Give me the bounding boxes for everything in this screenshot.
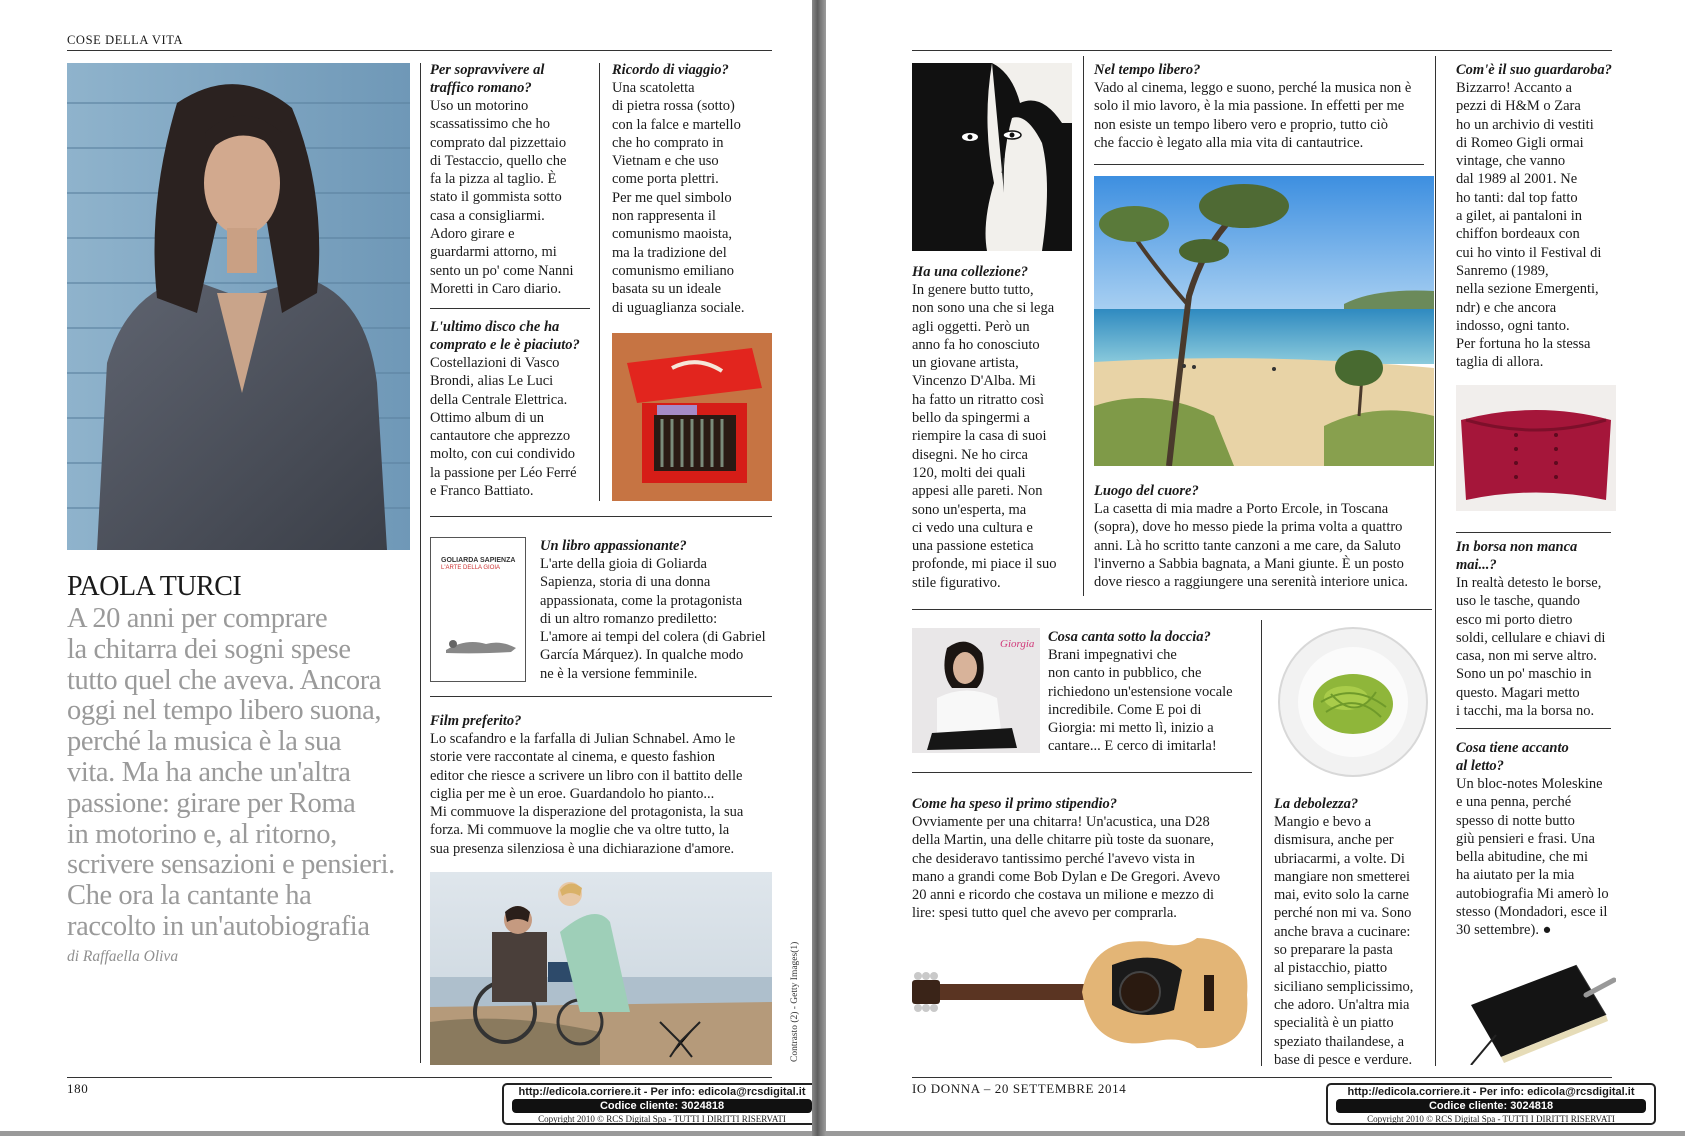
answer-line: bella abitudine, che mi <box>1456 849 1589 866</box>
answer-line: solo il mio lavoro, è la mia passione. In effetti per me <box>1094 98 1405 115</box>
answer-line: Moretti in Caro diario. <box>430 280 562 297</box>
answer-line: mano a grandi come Bob Dylan e De Gregori. Avevo <box>912 868 1221 885</box>
answer-line: In realtà detesto le borse, <box>1456 575 1602 591</box>
deck-line: oggi nel tempo libero suona, <box>67 695 382 727</box>
answer-line: stesso (Mondadori, esce il <box>1456 904 1608 921</box>
answer-line: mai, evito solo la carne <box>1274 887 1409 904</box>
qa-viaggio <box>612 61 777 317</box>
folio-page-number: 180 <box>67 1081 89 1096</box>
answer-line: Costellazioni di Vasco <box>430 355 560 371</box>
question <box>912 263 1082 281</box>
answer-line: scassatissimo che ho <box>430 116 551 133</box>
folio-issue-date: IO DONNA – 20 SETTEMBRE 2014 <box>912 1081 1127 1096</box>
answer-line: Per me quel simbolo <box>612 189 732 206</box>
answer-line: autobiografia Mi amerò lo <box>1456 885 1609 902</box>
page-gutter <box>812 0 826 1136</box>
stamp-client-code: Codice cliente: 3024818 <box>1336 1099 1646 1113</box>
deck-line: la chitarra dei sogni spese <box>67 633 351 665</box>
answer-line: ha fatto un ritratto così <box>912 391 1045 408</box>
answer-line: perché non mi va. Sono <box>1274 905 1412 922</box>
answer <box>612 79 777 317</box>
answer-line: fa la pizza al taglio. È <box>430 171 557 188</box>
question <box>1048 628 1258 646</box>
answer-line: ciglia per me è un eroe. Guardandolo ho pianto... <box>430 785 715 802</box>
qa-divider <box>430 696 772 697</box>
question <box>1456 61 1626 79</box>
answer-line: García Márquez). In qualche modo <box>540 647 744 664</box>
answer-line: ci vedo una cultura e <box>912 519 1033 536</box>
question-line: Come ha speso il primo stipendio? <box>912 796 1118 812</box>
qa-tempo <box>1094 61 1434 152</box>
answer-line: 120, molti dei quali <box>912 464 1026 481</box>
answer-line: appesi alle pareti. Non <box>912 483 1043 500</box>
answer-line: 30 settembre). ● <box>1456 922 1552 939</box>
column-rule <box>1083 56 1084 596</box>
deck-line: tutto quel che aveva. Ancora <box>67 664 382 696</box>
qa-divider <box>1094 164 1424 165</box>
qa-libro <box>540 537 780 683</box>
answer-line: comprato dal pizzettaio <box>430 134 567 151</box>
question <box>1456 538 1626 574</box>
deck-line: passione: girare per Roma <box>67 787 356 819</box>
book-cover-title: L'ARTE DELLA GIOIA <box>441 565 501 571</box>
answer-line: ndr) e che ancora <box>1456 299 1557 316</box>
answer-line: richiedono un'estensione vocale <box>1048 683 1233 700</box>
answer-line: comunismo maoista, <box>612 226 733 243</box>
answer-line: che desideravo tantissimo perché l'avevo vista in <box>912 850 1195 867</box>
question <box>540 537 780 555</box>
column-rule <box>1435 56 1436 1066</box>
answer <box>912 281 1082 592</box>
interviewee-name: PAOLA TURCI <box>67 571 242 602</box>
question-line: Ha una collezione? <box>912 264 1029 280</box>
question-line: In borsa non manca <box>1456 539 1578 555</box>
answer-line: un giovane artista, <box>912 355 1019 372</box>
answer-line: bello da spingermi a <box>912 410 1030 427</box>
answer-line: 20 anni e ricordo che costava un milione e mezzo di <box>912 887 1214 904</box>
answer-line: agli oggetti. Però un <box>912 318 1030 335</box>
answer-line: sua presenza silenziosa è una dichiarazione d'amore. <box>430 840 735 857</box>
answer-line: Uso un motorino <box>430 98 529 114</box>
book-cover-author: GOLIARDA SAPIENZA <box>441 557 516 564</box>
qa-divider <box>430 308 590 309</box>
answer-line: stile figurativo. <box>912 574 1001 591</box>
byline: di Raffaella Oliva <box>67 948 179 965</box>
answer-line: che faccio è legato alla mia vita di cantautrice. <box>1094 134 1364 151</box>
question-line: La debolezza? <box>1274 796 1359 812</box>
answer-line: Per fortuna ho la stessa <box>1456 336 1591 353</box>
question <box>1456 739 1626 775</box>
answer <box>1094 79 1434 152</box>
column-rule <box>1261 620 1262 1066</box>
answer-line: della Martin, una delle chitarre più toste da suonare, <box>912 832 1214 849</box>
answer-line: basata su un ideale <box>612 281 722 298</box>
answer-line: forza. Mi commuove la moglie che va oltre tutto, la <box>430 822 730 839</box>
answer-line: editor che riesce a scrivere un libro con il battito delle <box>430 767 743 784</box>
question-line: Per sopravvivere al <box>430 62 545 78</box>
answer-line: la passione per Léo Ferré <box>430 464 577 481</box>
subscription-stamp <box>1326 1083 1656 1125</box>
question-line: L'ultimo disco che ha <box>430 319 560 335</box>
answer-line: siciliano semplicissimo, <box>1274 978 1414 995</box>
bottom-rule <box>912 1077 1612 1078</box>
answer-line: molto, con cui condivido <box>430 446 575 463</box>
answer-line: anno fa ho conosciuto <box>912 336 1040 353</box>
qa-divider <box>912 609 1432 610</box>
question <box>430 712 780 730</box>
answer-line: e una penna, perché <box>1456 794 1572 811</box>
question <box>612 61 777 79</box>
answer-line: ne è la versione femminile. <box>540 665 698 682</box>
question <box>912 795 1257 813</box>
answer-line: ho un archivio di vestiti <box>1456 116 1594 133</box>
question <box>1274 795 1434 813</box>
answer-line: mangiare non smetterei <box>1274 868 1411 885</box>
qa-divider <box>1456 532 1611 533</box>
column-rule <box>599 63 600 501</box>
answer-line: cantautore che apprezzo <box>430 428 571 445</box>
answer-line: speziato thailandese, a <box>1274 1033 1405 1050</box>
deck-line: in motorino e, al ritorno, <box>67 818 337 850</box>
stamp-copyright: Copyright 2010 © RCS Digital Spa - TUTTI I DIRITTI RISERVATI <box>538 1114 786 1124</box>
book-cover <box>430 537 526 682</box>
answer-line: appassionata, come la protagonista <box>540 592 743 609</box>
answer-line: Brondi, alias Le Luci <box>430 373 554 390</box>
album-title: Giorgia <box>1000 638 1035 650</box>
stamp-url: http://edicola.corriere.it - Per info: edicola@rcsdigital.it <box>1347 1086 1635 1098</box>
top-rule <box>67 50 772 51</box>
section-label: COSE DELLA VITA <box>67 33 184 47</box>
answer <box>540 555 780 683</box>
stamp-url: http://edicola.corriere.it - Per info: edicola@rcsdigital.it <box>518 1086 806 1098</box>
column-rule <box>420 63 421 1063</box>
question-line: al letto? <box>1456 758 1504 774</box>
qa-doccia <box>1048 628 1258 756</box>
answer-line: dal 1989 al 2001. Ne <box>1456 171 1578 188</box>
answer-line: vintage, che vanno <box>1456 153 1566 170</box>
qa-letto <box>1456 739 1626 940</box>
stamp-copyright: Copyright 2010 © RCS Digital Spa - TUTTI I DIRITTI RISERVATI <box>1367 1114 1615 1124</box>
answer-line: Vietnam e che uso <box>612 153 719 170</box>
film-still-photo <box>430 872 772 1065</box>
answer-line: come porta plettri. <box>612 171 719 188</box>
answer-line: non esiste un tempo libero vero e proprio, tutto ciò <box>1094 116 1388 133</box>
answer-line: Ottimo album di un <box>430 409 544 426</box>
qa-stipendio <box>912 795 1257 923</box>
answer-line: cui ho vinto il Festival di <box>1456 244 1602 261</box>
answer-line: profonde, mi piace il suo <box>912 556 1057 573</box>
question-line: Cosa tiene accanto <box>1456 740 1569 756</box>
answer-line: di Testaccio, quello che <box>430 152 567 169</box>
answer-line: di uguaglianza sociale. <box>612 299 745 316</box>
answer-line: ubriacarmi, a volte. Di <box>1274 850 1405 867</box>
question-line: comprato e le è piaciuto? <box>430 337 580 353</box>
deck-line: perché la musica è la sua <box>67 726 342 758</box>
question <box>1094 482 1434 500</box>
question <box>430 61 595 97</box>
question-line: Ricordo di viaggio? <box>612 62 729 78</box>
answer-line: una passione estetica <box>912 538 1034 555</box>
answer-line: Bizzarro! Accanto a <box>1456 80 1572 96</box>
portrait-drawing <box>912 63 1072 251</box>
answer-line: Sanremo (1989, <box>1456 262 1549 279</box>
answer-line: anni. Là ho scritto tante canzoni a me care, da Saluto <box>1094 537 1401 554</box>
answer-line: Vado al cinema, leggo e suono, perché la musica non è <box>1094 80 1412 96</box>
stamp-client-code: Codice cliente: 3024818 <box>512 1099 812 1113</box>
answer <box>430 730 780 858</box>
answer-line: spesso di notte butto <box>1456 812 1575 829</box>
answer-line: Vincenzo D'Alba. Mi <box>912 373 1036 390</box>
question-line: Cosa canta sotto la doccia? <box>1048 629 1211 645</box>
qa-divider <box>912 772 1252 773</box>
bottom-rule <box>67 1077 772 1078</box>
answer-line: a gilet, ai pantaloni in <box>1456 208 1583 225</box>
answer-line: ha aiutato per la mia <box>1456 867 1575 884</box>
answer-line: uso le tasche, quando <box>1456 593 1581 610</box>
answer-line: cantare... E cerco di imitarla! <box>1048 738 1217 755</box>
answer-line: Sapienza, storia di una donna <box>540 574 711 591</box>
answer-line: questo. Magari metto <box>1456 684 1580 701</box>
answer-line: guardarmi attorno, mi <box>430 244 557 261</box>
answer-line: L'amore ai tempi del colera (di Gabriel <box>540 629 766 646</box>
answer-line: della Centrale Elettrica. <box>430 391 568 408</box>
answer-line: Mangio e bevo a <box>1274 814 1372 830</box>
answer-line: che ho comprato in <box>612 134 724 151</box>
qa-luogo <box>1094 482 1434 591</box>
answer <box>430 97 595 298</box>
answer-line: base di pesce e verdure. <box>1274 1051 1413 1068</box>
answer-line: dove riesco a raggiungere una serenità interiore unica. <box>1094 574 1409 591</box>
answer <box>1456 79 1626 372</box>
album-cover <box>912 628 1040 753</box>
answer <box>430 354 595 500</box>
deck-line: raccolto in un'autobiografia <box>67 910 370 942</box>
qa-disco <box>430 318 595 500</box>
answer <box>1456 574 1626 720</box>
qa-borsa <box>1456 538 1626 720</box>
answer-line: riempire la casa di suoi <box>912 428 1047 445</box>
answer <box>1456 775 1626 940</box>
qa-divider <box>1456 728 1611 729</box>
answer-line: incredibile. Come E poi di <box>1048 701 1202 718</box>
answer-line: dismisura, anche per <box>1274 832 1394 849</box>
top-rule <box>912 50 1612 51</box>
red-box-photo <box>612 333 772 501</box>
question-line: Com'è il suo guardaroba? <box>1456 62 1612 78</box>
answer-line: di pietra rossa (sotto) <box>612 98 735 115</box>
question-line: mai...? <box>1456 557 1497 573</box>
question-line: Luogo del cuore? <box>1094 483 1199 499</box>
answer-line: storie vere raccontate al cinema, e questo fashion <box>430 749 716 766</box>
qa-traffico <box>430 61 595 298</box>
answer-line: specialità è un piatto <box>1274 1015 1394 1032</box>
answer-line: che adoro. Un'altra mia <box>1274 996 1410 1013</box>
answer-line: Adoro girare e <box>430 226 515 243</box>
pasta-plate-photo <box>1276 622 1431 782</box>
question-line: traffico romano? <box>430 80 532 96</box>
question-line: Un libro appassionante? <box>540 538 687 554</box>
answer-line: disegni. Ne ho circa <box>912 446 1028 463</box>
qa-debolezza <box>1274 795 1434 1069</box>
answer-line: Giorgia: mi metto lì, inizio a <box>1048 720 1214 737</box>
answer-line: Mi commuove la disperazione del protagonista, la sua <box>430 804 744 821</box>
qa-guardaroba <box>1456 61 1626 372</box>
answer-line: Lo scafandro e la farfalla di Julian Schnabel. Amo le <box>430 731 736 747</box>
answer-line: Ovviamente per una chitarra! Un'acustica, una D28 <box>912 814 1210 830</box>
answer-line: (sopra), dove ho messo piede la prima volta a quattro <box>1094 519 1403 536</box>
answer-line: lire: spesi tutto quel che avevo per comprarla. <box>912 905 1177 922</box>
answer-line: casa, non mi serve altro. <box>1456 648 1597 665</box>
answer-line: sento un po' come Nanni <box>430 262 574 279</box>
answer-line: sono un'esperta, ma <box>912 501 1027 518</box>
answer-line: In genere butto tutto, <box>912 282 1034 298</box>
photo-credit: Contrasto (2) - Getty Images(1) <box>790 941 800 1062</box>
subscription-stamp <box>502 1083 812 1125</box>
answer-line: nella sezione Emergenti, <box>1456 281 1599 298</box>
right-page <box>826 0 1685 1131</box>
answer-line: esco mi porto dietro <box>1456 611 1573 628</box>
answer-line: i tacchi, ma la borsa no. <box>1456 703 1595 720</box>
answer-line: di Romeo Gigli ormai <box>1456 134 1584 151</box>
answer-line: ho tanti: dal top fatto <box>1456 189 1578 206</box>
answer-line: comunismo emiliano <box>612 262 735 279</box>
answer-line: non rappresenta il <box>612 208 716 225</box>
answer-line: chiffon bordeaux con <box>1456 226 1580 243</box>
guitar-photo <box>912 930 1252 1062</box>
deck-line: A 20 anni per comprare <box>67 603 328 634</box>
answer-line: La casetta di mia madre a Porto Ercole, in Toscana <box>1094 501 1389 517</box>
answer-line: anche brava a cucinare: <box>1274 923 1411 940</box>
answer-line: taglia di allora. <box>1456 354 1544 371</box>
answer-line: giù pensieri e frasi. Una <box>1456 830 1595 847</box>
question-line: Film preferito? <box>430 713 522 729</box>
answer-line: Una scatoletta <box>612 80 695 96</box>
answer <box>1274 813 1434 1069</box>
qa-film <box>430 712 780 858</box>
answer-line: Sono un po' maschio in <box>1456 666 1592 683</box>
notebook-photo <box>1456 955 1616 1065</box>
question <box>1094 61 1434 79</box>
answer-line: Brani impegnativi che <box>1048 647 1177 663</box>
answer-line: casa a consigliarmi. <box>430 207 545 224</box>
answer-line: so preparare la pasta <box>1274 942 1393 959</box>
deck-line: scrivere sensazioni e pensieri. <box>67 849 395 881</box>
answer-line: l'inverno a Sabbia bagnata, a Mani giunte. È un posto <box>1094 555 1404 572</box>
answer-line: indosso, ogni tanto. <box>1456 317 1570 334</box>
answer-line: e Franco Battiato. <box>430 483 534 500</box>
question <box>430 318 595 354</box>
answer <box>1048 646 1258 756</box>
red-top-photo <box>1456 385 1616 511</box>
answer-line: ma la tradizione del <box>612 244 727 261</box>
answer-line: pezzi di H&M o Zara <box>1456 98 1581 115</box>
qa-divider <box>430 516 772 517</box>
answer-line: con la falce e martello <box>612 116 741 133</box>
beach-photo <box>1094 176 1434 466</box>
qa-collezione <box>912 263 1082 592</box>
question-line: Nel tempo libero? <box>1094 62 1201 78</box>
answer <box>1094 500 1434 591</box>
answer-line: soldi, cellulare e chiavi di <box>1456 629 1606 646</box>
deck-text <box>67 604 412 943</box>
answer-line: non sono una che si lega <box>912 300 1055 317</box>
answer-line: non canto in pubblico, che <box>1048 665 1202 682</box>
answer-line: Un bloc-notes Moleskine <box>1456 776 1603 792</box>
answer-line: stato il gommista sotto <box>430 189 562 206</box>
deck-line: vita. Ma ha anche un'altra <box>67 756 351 788</box>
answer-line: L'arte della gioia di Goliarda <box>540 556 707 572</box>
answer <box>912 813 1257 923</box>
portrait-photo <box>67 63 410 550</box>
answer-line: al pistacchio, piatto <box>1274 960 1388 977</box>
answer-line: di un altro romanzo prediletto: <box>540 610 718 627</box>
left-page <box>0 0 812 1131</box>
deck-line: Che ora la cantante ha <box>67 880 312 912</box>
